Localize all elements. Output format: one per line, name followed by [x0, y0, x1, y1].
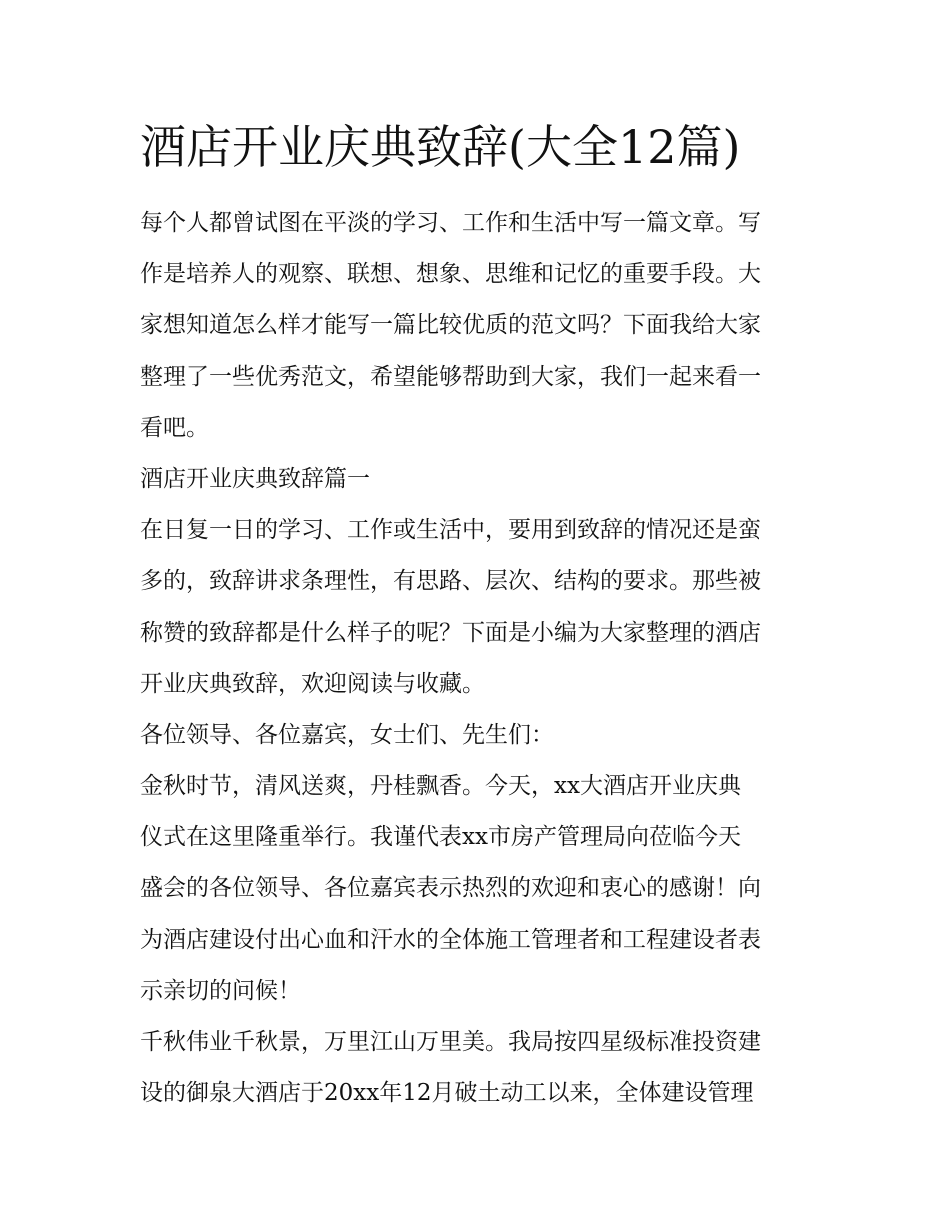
body-line: 盛会的各位领导、各位嘉宾表示热烈的欢迎和衷心的感谢！向: [140, 875, 761, 902]
body-line: 整理了一些优秀范文，希望能够帮助到大家，我们一起来看一: [140, 363, 761, 390]
section-heading: 酒店开业庆典致辞篇一: [140, 465, 370, 492]
body-line: 作是培养人的观察、联想、想象、思维和记忆的重要手段。大: [140, 261, 761, 288]
body-line: 看吧。: [140, 414, 209, 441]
body-line: 示亲切的问候！: [140, 977, 301, 1004]
document-body: [140, 198, 812, 1119]
body-line: 仪式在这里隆重举行。我谨代表xx市房产管理局向莅临今天: [140, 824, 741, 851]
body-line: 设的御泉大酒店于20xx年12月破土动工以来，全体建设管理: [140, 1080, 754, 1107]
body-line: 千秋伟业千秋景，万里江山万里美。我局按四星级标准投资建: [140, 1029, 761, 1055]
body-line: 多的，致辞讲求条理性，有思路、层次、结构的要求。那些被: [140, 568, 761, 595]
body-line: 称赞的致辞都是什么样子的呢？下面是小编为大家整理的酒店: [140, 619, 761, 646]
body-line: 开业庆典致辞，欢迎阅读与收藏。: [140, 670, 485, 697]
salutation-line: 各位领导、各位嘉宾，女士们、先生们：: [140, 721, 554, 748]
body-line: 为酒店建设付出心血和汗水的全体施工管理者和工程建设者表: [140, 926, 761, 953]
body-line: 家想知道怎么样才能写一篇比较优质的范文吗？下面我给大家: [140, 312, 761, 339]
document-title: 酒店开业庆典致辞(大全12篇): [140, 120, 741, 174]
body-line: 金秋时节，清风送爽，丹桂飘香。今天，xx大酒店开业庆典: [140, 773, 741, 800]
body-line: 每个人都曾试图在平淡的学习、工作和生活中写一篇文章。写: [140, 210, 761, 236]
body-line: 在日复一日的学习、工作或生活中，要用到致辞的情况还是蛮: [140, 517, 761, 544]
